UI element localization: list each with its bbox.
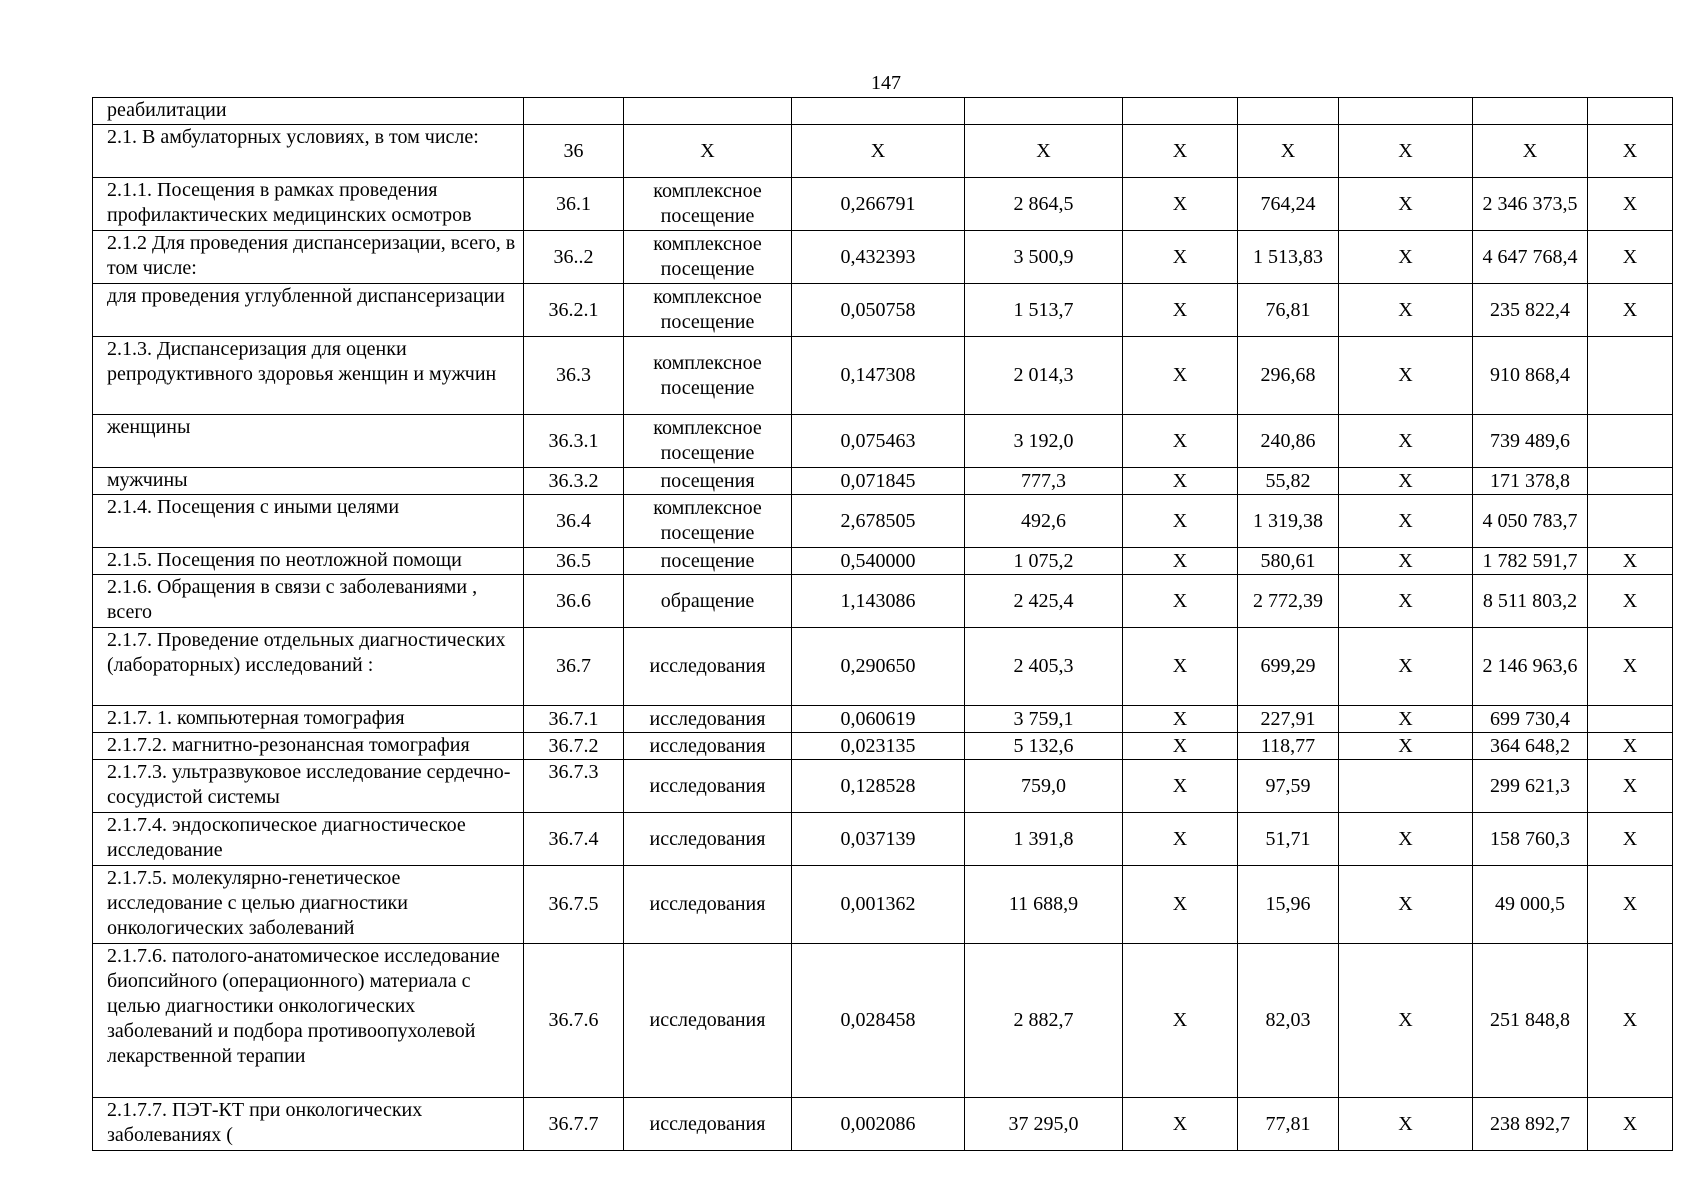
cell-name: для проведения углубленной диспансеризации (93, 284, 524, 337)
cell-unit: X (624, 125, 792, 178)
cell-c3: X (1123, 284, 1238, 337)
cell-unit: исследования (624, 1098, 792, 1151)
cell-c5: X (1339, 628, 1473, 706)
table-row (93, 944, 1673, 1098)
cell-c3 (1123, 98, 1238, 125)
cell-c7: X (1588, 125, 1673, 178)
cell-c3: X (1123, 495, 1238, 548)
cell-name: 2.1.2 Для проведения диспансеризации, всего, в том числе: (93, 231, 524, 284)
cell-c4: 227,91 (1238, 706, 1339, 733)
cell-c7 (1588, 98, 1673, 125)
cell-c5: X (1339, 706, 1473, 733)
cell-c2: 2 882,7 (965, 944, 1123, 1098)
cell-c3: X (1123, 706, 1238, 733)
cell-name: 2.1.7.7. ПЭТ-КТ при онкологических заболеваниях ( (93, 1098, 524, 1151)
cell-unit: комплексное посещение (624, 495, 792, 548)
cell-c6: 299 621,3 (1473, 760, 1588, 813)
cell-code (524, 98, 624, 125)
cell-c5 (1339, 98, 1473, 125)
cell-c4: X (1238, 125, 1339, 178)
cell-c3: X (1123, 468, 1238, 495)
cell-c2: 2 405,3 (965, 628, 1123, 706)
cell-name: 2.1.5. Посещения по неотложной помощи (93, 548, 524, 575)
cell-c1: 0,266791 (792, 178, 965, 231)
cell-c6: 739 489,6 (1473, 415, 1588, 468)
table-row (93, 628, 1673, 706)
cell-c3: X (1123, 866, 1238, 944)
cell-c4: 76,81 (1238, 284, 1339, 337)
table-row (93, 337, 1673, 415)
cell-c1: 0,128528 (792, 760, 965, 813)
table-row (93, 495, 1673, 548)
cell-c2: 5 132,6 (965, 733, 1123, 760)
cell-c7: X (1588, 231, 1673, 284)
cell-code: 36.7.3 (524, 760, 624, 813)
cell-c4: 2 772,39 (1238, 575, 1339, 628)
cell-c2: 3 759,1 (965, 706, 1123, 733)
cell-c3: X (1123, 178, 1238, 231)
cell-c6 (1473, 98, 1588, 125)
cell-c7 (1588, 468, 1673, 495)
cell-c5: X (1339, 231, 1473, 284)
cell-c1: 2,678505 (792, 495, 965, 548)
cell-c5: X (1339, 178, 1473, 231)
cell-name: 2.1. В амбулаторных условиях, в том числе: (93, 125, 524, 178)
cell-c7: X (1588, 628, 1673, 706)
cell-c2: 11 688,9 (965, 866, 1123, 944)
cell-c6: 2 346 373,5 (1473, 178, 1588, 231)
cell-code: 36.7 (524, 628, 624, 706)
cell-code: 36.7.7 (524, 1098, 624, 1151)
cell-c7 (1588, 495, 1673, 548)
cell-c3: X (1123, 125, 1238, 178)
cell-name: 2.1.7.5. молекулярно-генетическое исследование с целью диагностики онкологических заболеваний (93, 866, 524, 944)
cell-c5: X (1339, 944, 1473, 1098)
cell-c4: 51,71 (1238, 813, 1339, 866)
table-row (93, 98, 1673, 125)
cell-c1 (792, 98, 965, 125)
cell-c4: 296,68 (1238, 337, 1339, 415)
cell-unit: исследования (624, 706, 792, 733)
cell-c5: X (1339, 1098, 1473, 1151)
cell-name: 2.1.7. 1. компьютерная томография (93, 706, 524, 733)
cell-c2: 37 295,0 (965, 1098, 1123, 1151)
cell-c6: X (1473, 125, 1588, 178)
cell-c7: X (1588, 813, 1673, 866)
cell-c3: X (1123, 944, 1238, 1098)
cell-c6: 158 760,3 (1473, 813, 1588, 866)
cell-code: 36.3.1 (524, 415, 624, 468)
cell-c1: 0,001362 (792, 866, 965, 944)
table-row (93, 733, 1673, 760)
cell-c1: 0,147308 (792, 337, 965, 415)
cell-code: 36.5 (524, 548, 624, 575)
cell-c5 (1339, 760, 1473, 813)
cell-c2: 777,3 (965, 468, 1123, 495)
cell-name: 2.1.6. Обращения в связи с заболеваниями , всего (93, 575, 524, 628)
cell-c1: 0,075463 (792, 415, 965, 468)
cell-unit: посещения (624, 468, 792, 495)
cell-name: 2.1.3. Диспансеризация для оценки репродуктивного здоровья женщин и мужчин (93, 337, 524, 415)
cell-c2: 2 425,4 (965, 575, 1123, 628)
cell-c2: 759,0 (965, 760, 1123, 813)
cell-name: 2.1.1. Посещения в рамках проведения профилактических медицинских осмотров (93, 178, 524, 231)
cell-c4: 1 513,83 (1238, 231, 1339, 284)
cell-c1: 0,432393 (792, 231, 965, 284)
cell-c2: 2 864,5 (965, 178, 1123, 231)
cell-c5: X (1339, 415, 1473, 468)
cell-unit: исследования (624, 628, 792, 706)
table-row (93, 178, 1673, 231)
cell-c2: 1 391,8 (965, 813, 1123, 866)
cell-c5: X (1339, 548, 1473, 575)
cell-c7: X (1588, 284, 1673, 337)
cell-unit: обращение (624, 575, 792, 628)
cell-code: 36.6 (524, 575, 624, 628)
cell-unit: исследования (624, 760, 792, 813)
table-row (93, 575, 1673, 628)
cell-c6: 4 050 783,7 (1473, 495, 1588, 548)
cell-code: 36 (524, 125, 624, 178)
cell-c3: X (1123, 548, 1238, 575)
cell-c1: 0,290650 (792, 628, 965, 706)
cell-c3: X (1123, 813, 1238, 866)
cell-code: 36.7.2 (524, 733, 624, 760)
cell-c6: 910 868,4 (1473, 337, 1588, 415)
cell-c1: 0,071845 (792, 468, 965, 495)
cell-c5: X (1339, 733, 1473, 760)
cell-c3: X (1123, 575, 1238, 628)
cell-c6: 235 822,4 (1473, 284, 1588, 337)
cell-code: 36.7.6 (524, 944, 624, 1098)
cell-c2: 2 014,3 (965, 337, 1123, 415)
cell-code: 36.7.1 (524, 706, 624, 733)
cell-c6: 251 848,8 (1473, 944, 1588, 1098)
cell-c2: 1 513,7 (965, 284, 1123, 337)
cell-unit: комплексное посещение (624, 231, 792, 284)
cell-unit (624, 98, 792, 125)
cell-c4: 699,29 (1238, 628, 1339, 706)
cell-c4: 118,77 (1238, 733, 1339, 760)
cell-c7 (1588, 706, 1673, 733)
cell-c6: 171 378,8 (1473, 468, 1588, 495)
cell-c7 (1588, 415, 1673, 468)
cell-code: 36.7.4 (524, 813, 624, 866)
cell-c5: X (1339, 813, 1473, 866)
cell-unit: исследования (624, 733, 792, 760)
cell-name: 2.1.7.4. эндоскопическое диагностическое исследование (93, 813, 524, 866)
cell-c2 (965, 98, 1123, 125)
cell-c7: X (1588, 944, 1673, 1098)
table-row (93, 760, 1673, 813)
cell-unit: комплексное посещение (624, 178, 792, 231)
cell-c1: 1,143086 (792, 575, 965, 628)
cell-c4: 77,81 (1238, 1098, 1339, 1151)
cell-c3: X (1123, 231, 1238, 284)
cell-c6: 2 146 963,6 (1473, 628, 1588, 706)
cell-code: 36.1 (524, 178, 624, 231)
cell-code: 36.2.1 (524, 284, 624, 337)
cell-c4: 764,24 (1238, 178, 1339, 231)
cell-c5: X (1339, 495, 1473, 548)
cell-c4: 580,61 (1238, 548, 1339, 575)
cell-c6: 699 730,4 (1473, 706, 1588, 733)
cell-unit: исследования (624, 944, 792, 1098)
cell-c7: X (1588, 575, 1673, 628)
cell-name: 2.1.7.2. магнитно-резонансная томография (93, 733, 524, 760)
cell-c4: 55,82 (1238, 468, 1339, 495)
table-row (93, 813, 1673, 866)
cell-c1: 0,002086 (792, 1098, 965, 1151)
cell-c5: X (1339, 284, 1473, 337)
cell-unit: комплексное посещение (624, 415, 792, 468)
cell-c5: X (1339, 866, 1473, 944)
cell-code: 36.4 (524, 495, 624, 548)
cell-c2: 3 192,0 (965, 415, 1123, 468)
cell-name: 2.1.7. Проведение отдельных диагностических (лабораторных) исследований : (93, 628, 524, 706)
cell-c6: 364 648,2 (1473, 733, 1588, 760)
data-table (92, 97, 1673, 1151)
cell-name: реабилитации (93, 98, 524, 125)
cell-c3: X (1123, 628, 1238, 706)
cell-c4: 82,03 (1238, 944, 1339, 1098)
table-row (93, 468, 1673, 495)
cell-code: 36.3 (524, 337, 624, 415)
table-row (93, 125, 1673, 178)
table-row (93, 866, 1673, 944)
cell-c2: X (965, 125, 1123, 178)
cell-c3: X (1123, 415, 1238, 468)
cell-c4: 240,86 (1238, 415, 1339, 468)
table-row (93, 706, 1673, 733)
cell-c3: X (1123, 733, 1238, 760)
cell-c6: 49 000,5 (1473, 866, 1588, 944)
cell-c5: X (1339, 575, 1473, 628)
cell-name: 2.1.7.6. патолого-анатомическое исследование биопсийного (операционного) материала с целью диагностики онкологических заболеваний и подбора противоопухолевой лекарственной терапии (93, 944, 524, 1098)
cell-c4 (1238, 98, 1339, 125)
cell-c4: 15,96 (1238, 866, 1339, 944)
cell-unit: комплексное посещение (624, 337, 792, 415)
cell-c1: 0,023135 (792, 733, 965, 760)
cell-c7: X (1588, 1098, 1673, 1151)
cell-c2: 3 500,9 (965, 231, 1123, 284)
cell-c7: X (1588, 733, 1673, 760)
cell-unit: посещение (624, 548, 792, 575)
table-row (93, 415, 1673, 468)
cell-unit: исследования (624, 866, 792, 944)
cell-c4: 97,59 (1238, 760, 1339, 813)
cell-code: 36.3.2 (524, 468, 624, 495)
cell-c7: X (1588, 866, 1673, 944)
cell-c3: X (1123, 1098, 1238, 1151)
cell-c5: X (1339, 337, 1473, 415)
table-row (93, 1098, 1673, 1151)
cell-c3: X (1123, 760, 1238, 813)
cell-c1: 0,028458 (792, 944, 965, 1098)
cell-c1: X (792, 125, 965, 178)
cell-name: мужчины (93, 468, 524, 495)
cell-name: 2.1.7.3. ультразвуковое исследование сердечно-сосудистой системы (93, 760, 524, 813)
cell-name: 2.1.4. Посещения с иными целями (93, 495, 524, 548)
cell-unit: исследования (624, 813, 792, 866)
cell-c6: 1 782 591,7 (1473, 548, 1588, 575)
cell-c7: X (1588, 760, 1673, 813)
cell-c5: X (1339, 468, 1473, 495)
cell-c1: 0,050758 (792, 284, 965, 337)
cell-c7: X (1588, 548, 1673, 575)
cell-c6: 8 511 803,2 (1473, 575, 1588, 628)
table-row (93, 284, 1673, 337)
cell-c1: 0,060619 (792, 706, 965, 733)
cell-code: 36.7.5 (524, 866, 624, 944)
cell-c6: 238 892,7 (1473, 1098, 1588, 1151)
cell-code: 36..2 (524, 231, 624, 284)
cell-c7 (1588, 337, 1673, 415)
cell-c1: 0,540000 (792, 548, 965, 575)
cell-c7: X (1588, 178, 1673, 231)
page-number: 147 (871, 72, 901, 94)
cell-c2: 1 075,2 (965, 548, 1123, 575)
cell-c6: 4 647 768,4 (1473, 231, 1588, 284)
cell-unit: комплексное посещение (624, 284, 792, 337)
cell-c3: X (1123, 337, 1238, 415)
cell-c1: 0,037139 (792, 813, 965, 866)
table-row (93, 548, 1673, 575)
cell-name: женщины (93, 415, 524, 468)
table-row (93, 231, 1673, 284)
cell-c2: 492,6 (965, 495, 1123, 548)
cell-c5: X (1339, 125, 1473, 178)
cell-c4: 1 319,38 (1238, 495, 1339, 548)
